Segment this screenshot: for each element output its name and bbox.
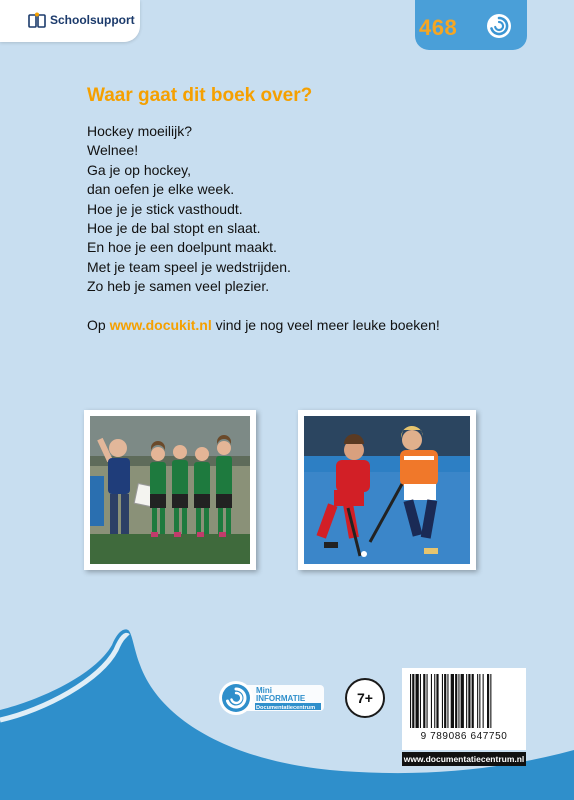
barcode-bar [423, 674, 425, 728]
blurb-line: dan oefen je elke week. [87, 181, 235, 198]
barcode-bar [479, 674, 480, 728]
barcode-bar [451, 674, 454, 728]
barcode-bar [458, 674, 459, 728]
barcode-bar [466, 674, 467, 728]
team-photo-image [90, 416, 250, 564]
footer-url[interactable]: www.documentatiecentrum.nl [403, 754, 525, 764]
barcode-bar [483, 674, 484, 728]
blurb-line: Zo heb je samen veel plezier. [87, 278, 270, 295]
barcode-bar [420, 674, 421, 728]
barcode-digits: 9 789086 647750 [420, 731, 508, 742]
barcode-bar [472, 674, 474, 728]
blurb-line: Hoe je de bal stopt en slaat. [87, 220, 261, 237]
barcode-bar [461, 674, 464, 728]
barcode-bar [410, 674, 411, 728]
age-rating-badge: 7+ [345, 678, 385, 718]
team-photo [84, 410, 256, 570]
blurb-line: Welnee! [87, 142, 139, 159]
barcode-bar [444, 674, 446, 728]
barcode-bar [427, 674, 428, 728]
promo-prefix: Op [87, 317, 110, 333]
promo-suffix: vind je nog veel meer leuke boeken! [211, 317, 440, 333]
mini-informatie-logo [218, 680, 326, 716]
barcode-bar [412, 674, 414, 728]
barcode [402, 668, 526, 750]
series-badge [415, 0, 527, 50]
blurb-line: En hoe je een doelpunt maakt. [87, 239, 277, 256]
book-icon [28, 12, 46, 30]
barcode-bar [490, 674, 491, 728]
barcode-bars [402, 668, 526, 730]
promo-text [87, 317, 440, 333]
barcode-bar [436, 674, 438, 728]
barcode-bar [455, 674, 457, 728]
series-number: 468 [419, 15, 458, 40]
mini-logo-line1: Mini [256, 686, 272, 695]
blurb-line: Hoe je je stick vasthoudt. [87, 200, 243, 217]
publisher-name: Schoolsupport [50, 13, 135, 27]
match-photo [298, 410, 476, 570]
barcode-bar [447, 674, 448, 728]
blurb-line: Ga je op hockey, [87, 161, 192, 178]
barcode-bar [434, 674, 435, 728]
blurb-text [87, 122, 527, 297]
promo-link[interactable]: www.docukit.nl [109, 317, 212, 333]
spiral-icon [485, 12, 513, 40]
barcode-bar [477, 674, 478, 728]
blurb-line: Hockey moeilijk? [87, 123, 193, 139]
blurb-line: Met je team speel je wedstrijden. [87, 258, 291, 275]
mini-logo-line2: INFORMATIE [256, 694, 306, 703]
match-photo-image [304, 416, 470, 564]
barcode-bar [416, 674, 419, 728]
barcode-bar [468, 674, 470, 728]
publisher-logo [0, 0, 140, 42]
page-title: Waar gaat dit boek over? [87, 85, 313, 106]
barcode-bar [442, 674, 443, 728]
mini-informatie-emblem [218, 680, 326, 716]
mini-logo-line3: Documentatiecentrum [256, 705, 316, 711]
barcode-bar [487, 674, 489, 728]
barcode-bar [431, 674, 432, 728]
